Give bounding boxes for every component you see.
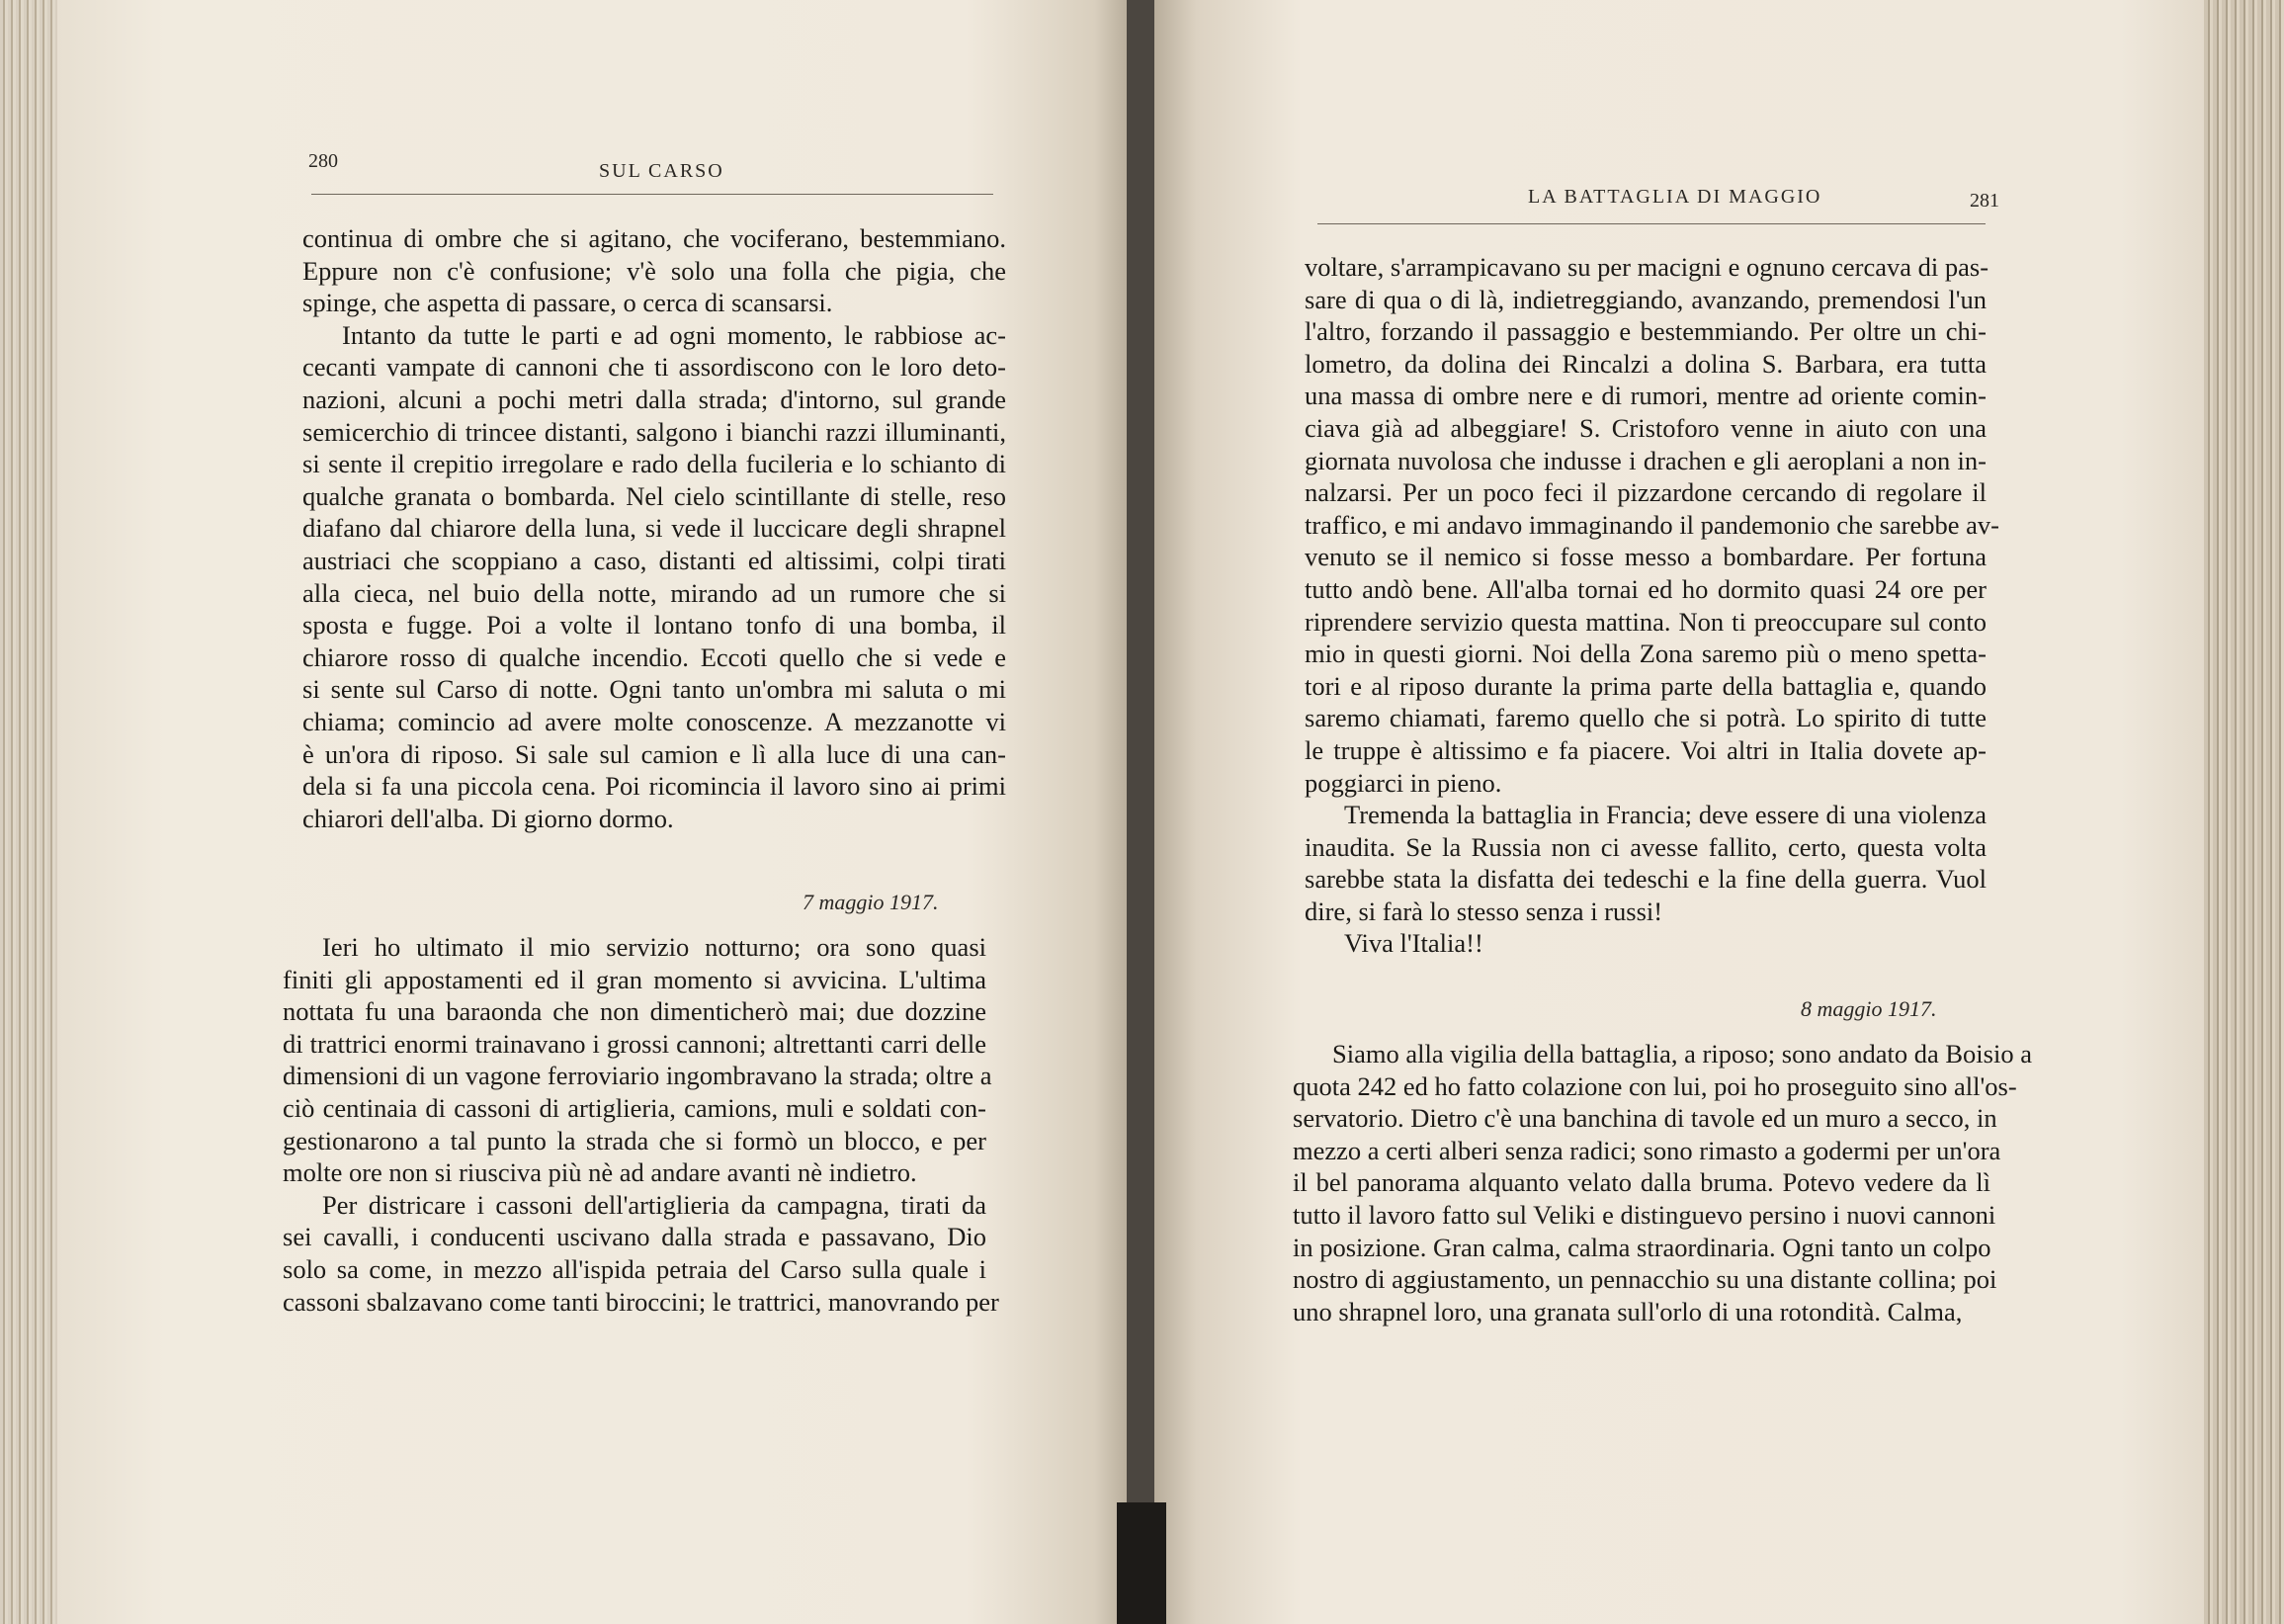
text-line: voltare, s'arrampicavano su per macigni e ognuno cercava di pas- [1305,252,1989,282]
text-line: gestionarono a tal punto la strada che si formò un blocco, e per [283,1125,986,1155]
text-line: continua di ombre che si agitano, che vociferano, bestemmiano. [302,223,1006,253]
text-line: saremo chiamati, faremo quello che si potrà. Lo spirito di tutte [1305,703,1987,733]
text-line: Tremenda la battaglia in Francia; deve essere di una violenza [1344,800,1987,830]
text-line: austriaci che scoppiano a caso, distanti ed altissimi, colpi tirati [302,545,1006,575]
text-line: Per districare i cassoni dell'artiglieria da campagna, tirati da [322,1189,986,1220]
text-line: riprendere servizio questa mattina. Non ti preoccupare sul conto [1305,606,1987,637]
left-date: 7 maggio 1917. [803,890,939,914]
text-line: lometro, da dolina dei Rincalzi a dolina S. Barbara, era tutta [1305,348,1987,379]
text-line: finiti gli appostamenti ed il gran momento si avvicina. L'ultima [283,964,986,994]
right-text-block-2 [1293,1038,2032,1327]
left-text-block-2 [283,931,999,1318]
text-line: si sente il crepitio irregolare e rado della fucileria e lo schianto di [302,449,1006,479]
text-line: è un'ora di riposo. Si sale sul camion e lì alla luce di una can- [302,738,1006,769]
text-line: tutto andò bene. All'alba tornai ed ho dormito quasi 24 ore per [1305,573,1987,604]
text-line: nostro di aggiustamento, un pennacchio su una distante collina; poi [1293,1264,1997,1295]
right-header-rule [1317,223,1986,224]
text-line: molte ore non si riusciva più nè ad andare avanti nè indietro. [283,1157,917,1188]
text-line: cassoni sbalzavano come tanti biroccini; le trattrici, manovrando per [283,1286,999,1317]
left-running-head: SUL CARSO [599,160,724,182]
text-line: si sente sul Carso di notte. Ogni tanto un'ombra mi saluta o mi [302,674,1006,705]
text-line: tutto il lavoro fatto sul Veliki e distinguevo persino i nuovi cannoni [1293,1199,1996,1230]
text-line: tori e al riposo durante la prima parte della battaglia e, quando [1305,670,1987,701]
text-line: sarebbe stata la disfatta dei tedeschi e la fine della guerra. Vuol [1305,864,1987,895]
left-page-number: 280 [308,150,338,172]
left-text-block-1 [302,222,1006,834]
right-date: 8 maggio 1917. [1801,996,1937,1021]
text-line: inaudita. Se la Russia non ci avesse fallito, certo, questa volta [1305,831,1987,862]
text-line: nalzarsi. Per un poco feci il pizzardone cercando di regolare il [1305,477,1987,508]
text-line: di trattrici enormi trainavano i grossi cannoni; altrettanti carri delle [283,1028,986,1059]
text-line: diafano dal chiarore della luna, si vede il luccicare degli shrapnel [302,513,1006,544]
text-line: spinge, che aspetta di passare, o cerca di scansarsi. [302,288,833,318]
text-line: mio in questi giorni. Noi della Zona saremo più o meno spetta- [1305,639,1987,669]
right-page-number: 281 [1970,190,1999,212]
text-line: chiama; comincio ad avere molte conoscenze. A mezzanotte vi [302,706,1006,736]
text-line: dire, si farà lo stesso senza i russi! [1305,896,1663,926]
gutter-shadow [1117,1502,1166,1624]
right-text-block-1 [1305,251,1999,960]
text-line: dimensioni di un vagone ferroviario ingombravano la strada; oltre a [283,1061,992,1091]
text-line: giornata nuvolosa che indusse i drachen e gli aeroplani a non in- [1305,445,1987,475]
text-line: Ieri ho ultimato il mio servizio notturno; ora sono quasi [322,932,986,962]
text-line: qualche granata o bombarda. Nel cielo scintillante di stelle, reso [302,480,1006,511]
text-line: una massa di ombre nere e di rumori, mentre ad oriente comin- [1305,381,1987,411]
text-line: Eppure non c'è confusione; v'è solo una folla che pigia, che [302,255,1006,286]
text-line: dela si fa una piccola cena. Poi ricomincia il lavoro sino ai primi [302,771,1006,802]
text-line: cecanti vampate di cannoni che ti assordiscono con le loro deto- [302,352,1006,383]
text-line: semicerchio di trincee distanti, salgono i bianchi razzi illuminanti, [302,416,1006,447]
text-line: nazioni, alcuni a pochi metri dalla strada; d'intorno, sul grande [302,384,1006,414]
text-line: sposta e fugge. Poi a volte il lontano tonfo di una bomba, il [302,610,1006,641]
text-line: venuto se il nemico si fosse messo a bombardare. Per fortuna [1305,542,1987,572]
text-line: ciava già ad albeggiare! S. Cristoforo venne in aiuto con una [1305,412,1987,443]
text-line: chiarori dell'alba. Di giorno dormo. [302,803,674,833]
text-line: traffico, e mi andavo immaginando il pandemonio che sarebbe av- [1305,509,1999,540]
text-line: sare di qua o di là, indietreggiando, avanzando, premendosi l'un [1305,284,1987,314]
text-line: uno shrapnel loro, una granata sull'orlo di una rotondità. Calma, [1293,1296,1963,1326]
text-line: ciò centinaia di cassoni di artiglieria, camions, muli e soldati con- [283,1092,986,1123]
text-line: il bel panorama alquanto velato dalla bruma. Potevo vedere da lì [1293,1167,1990,1198]
right-page-edges [2195,0,2284,1624]
text-line: poggiarci in pieno. [1305,767,1502,798]
right-running-head: LA BATTAGLIA DI MAGGIO [1528,186,1822,208]
text-line: le truppe è altissimo e fa piacere. Voi altri in Italia dovete ap- [1305,734,1987,765]
text-line: Siamo alla vigilia della battaglia, a riposo; sono andato da Boisio a [1332,1039,2032,1068]
text-line: in posizione. Gran calma, calma straordinaria. Ogni tanto un colpo [1293,1232,1991,1262]
text-line: l'altro, forzando il passaggio e bestemmiando. Per oltre un chi- [1305,316,1987,347]
text-line: servatorio. Dietro c'è una banchina di tavole ed un muro a secco, in [1293,1103,1997,1134]
text-line: chiarore rosso di qualche incendio. Eccoti quello che si vede e [302,641,1006,672]
text-line: quota 242 ed ho fatto colazione con lui, poi ho proseguito sino all'os- [1293,1070,2017,1101]
text-line: mezzo a certi alberi senza radici; sono rimasto a godermi per un'ora [1293,1135,2001,1165]
text-line: Intanto da tutte le parti e ad ogni momento, le rabbiose ac- [342,319,1006,350]
text-line: Viva l'Italia!! [1344,928,1483,959]
text-line: alla cieca, nel buio della notte, mirando ad un rumore che si [302,577,1006,608]
text-line: nottata fu una baraonda che non dimenticherò mai; due dozzine [283,996,986,1027]
text-line: sei cavalli, i conducenti uscivano dalla strada e passavano, Dio [283,1222,986,1252]
text-line: solo sa come, in mezzo all'ispida petraia del Carso sulla quale i [283,1253,986,1284]
left-header-rule [311,194,993,195]
